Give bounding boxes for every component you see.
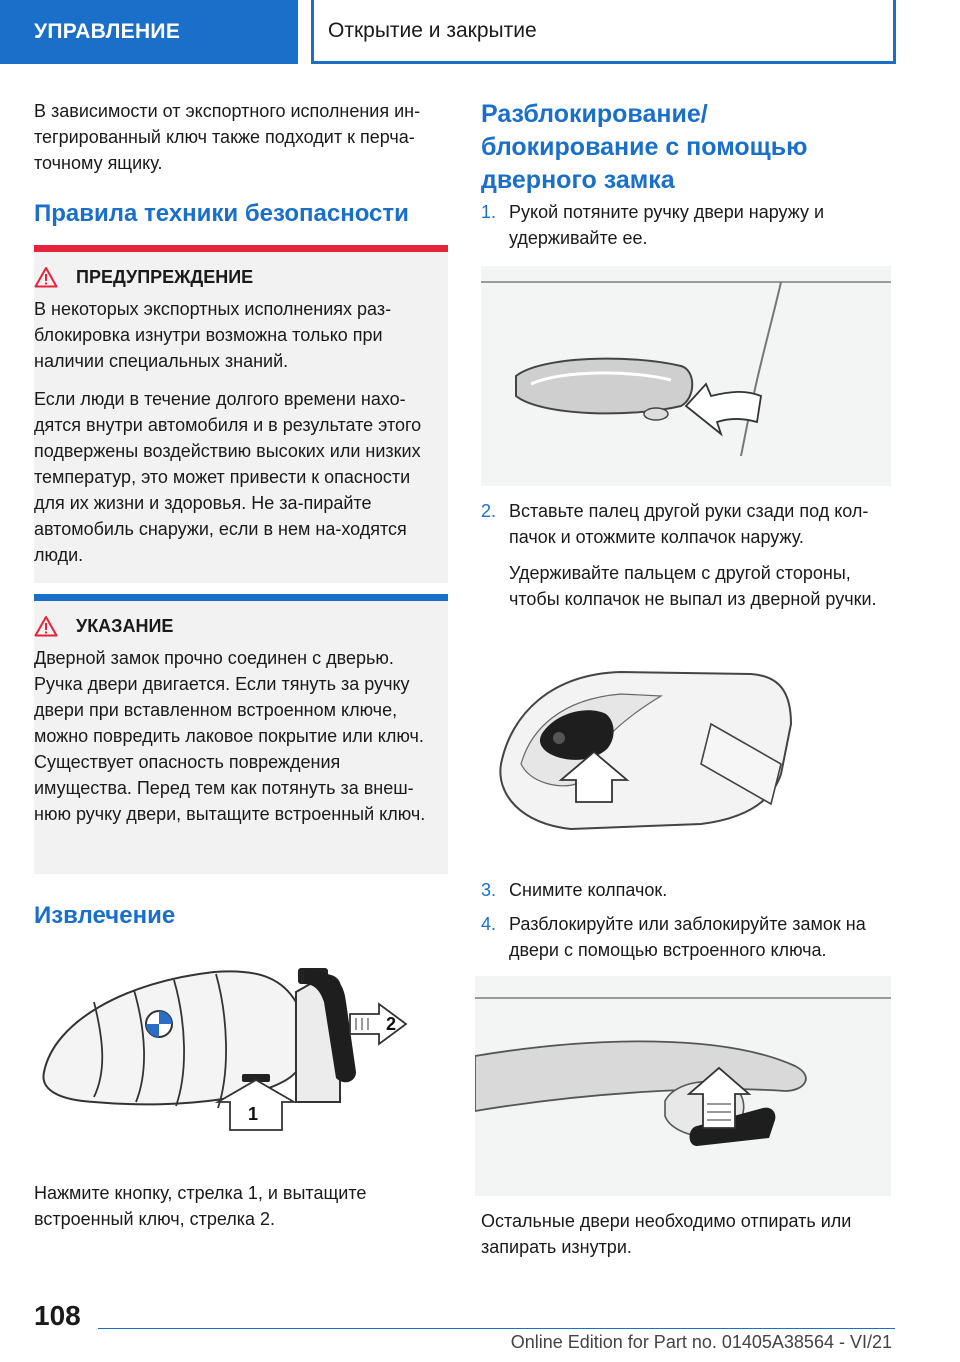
key-fob-illustration: [34, 962, 448, 1152]
warning-box: [34, 245, 448, 583]
footer-edition: Online Edition for Part no. 01405A38564 - VI/21: [510, 1332, 892, 1352]
step-text: Снимите колпачок.: [509, 880, 668, 900]
step-number: 4.: [481, 914, 497, 934]
handle-cap-illustration: [481, 654, 891, 859]
step-number: 2.: [481, 501, 497, 521]
warning-title: ПРЕДУПРЕЖДЕНИЕ: [76, 266, 254, 287]
key-arrow-label-1: 1: [248, 1104, 259, 1124]
warning-triangle-icon: [34, 266, 58, 288]
step-text: Рукой потяните ручку двери наружу и удерживайте ее.: [509, 202, 825, 248]
notice-title: УКАЗАНИЕ: [76, 615, 174, 636]
section-tab: УПРАВЛЕНИЕ: [0, 0, 298, 64]
warning-text-1: В некоторых экспортных исполнениях раз-блокировка изнутри возможна только при наличии специальных знаний.: [34, 299, 392, 371]
door-handle-figure: [481, 266, 891, 486]
step-number: 1.: [481, 202, 497, 222]
step-1: [481, 199, 891, 251]
warning-bar: [34, 245, 448, 252]
step-2: [481, 498, 891, 550]
notice-text: Дверной замок прочно соединен с дверью. Ручка двери двигается. Если тянуть за ручку двери при вставленном встроенном ключе, можно повредить лаковое покрытие или ключ. Существует опасность повреждения имущества. Перед тем как потянуть за внеш-нюю ручку двери, вытащите встроенный ключ.: [34, 648, 426, 824]
step-3: [481, 877, 891, 903]
step-2-detail: Удерживайте пальцем с другой стороны, чтобы колпачок не выпал из дверной ручки.: [509, 563, 877, 609]
key-extraction-figure: [34, 962, 448, 1152]
step-text: Разблокируйте или заблокируйте замок на двери с помощью встроенного ключа.: [509, 914, 866, 960]
left-column: [34, 98, 448, 229]
key-in-lock-figure: [475, 976, 891, 1196]
page-number: 108: [34, 1300, 81, 1331]
warning-text-2: Если люди в течение долгого времени нахо-дятся внутри автомобиля и в результате этого подвержены воздействию высоких или низких температур, это может привести к опасности для их жизни и здоровья. Не за-пирайте автомобиль снаружи, если в нем на-ходятся люди.: [34, 389, 422, 565]
chapter-title: Открытие и закрытие: [311, 0, 896, 64]
step-4: [481, 911, 891, 963]
key-caption: Нажмите кнопку, стрелка 1, и вытащите встроенный ключ, стрелка 2.: [34, 1183, 367, 1229]
door-lock-heading: Разблокирование/ блокирование с помощью дверного замка: [481, 100, 808, 194]
safety-heading: Правила техники безопасности: [34, 200, 409, 227]
door-handle-illustration: [481, 266, 891, 486]
step-number: 3.: [481, 880, 497, 900]
handle-cap-figure: [481, 654, 891, 859]
key-arrow-label-2: 2: [386, 1014, 397, 1034]
notice-bar: [34, 594, 448, 601]
key-in-lock-illustration: [475, 976, 891, 1196]
footer-rule: [98, 1328, 895, 1329]
notice-box: [34, 594, 448, 874]
step-text: Вставьте палец другой руки сзади под кол-пачок и отожмите колпачок наружу.: [509, 501, 869, 547]
closing-text: Остальные двери необходимо отпирать или запирать изнутри.: [481, 1211, 852, 1257]
right-column: [481, 98, 891, 197]
intro-paragraph: В зависимости от экспортного исполнения ин-тегрированный ключ также подходит к перча-точному ящику.: [34, 101, 421, 173]
extract-heading: Извлечение: [34, 902, 176, 929]
warning-triangle-icon: [34, 615, 58, 637]
